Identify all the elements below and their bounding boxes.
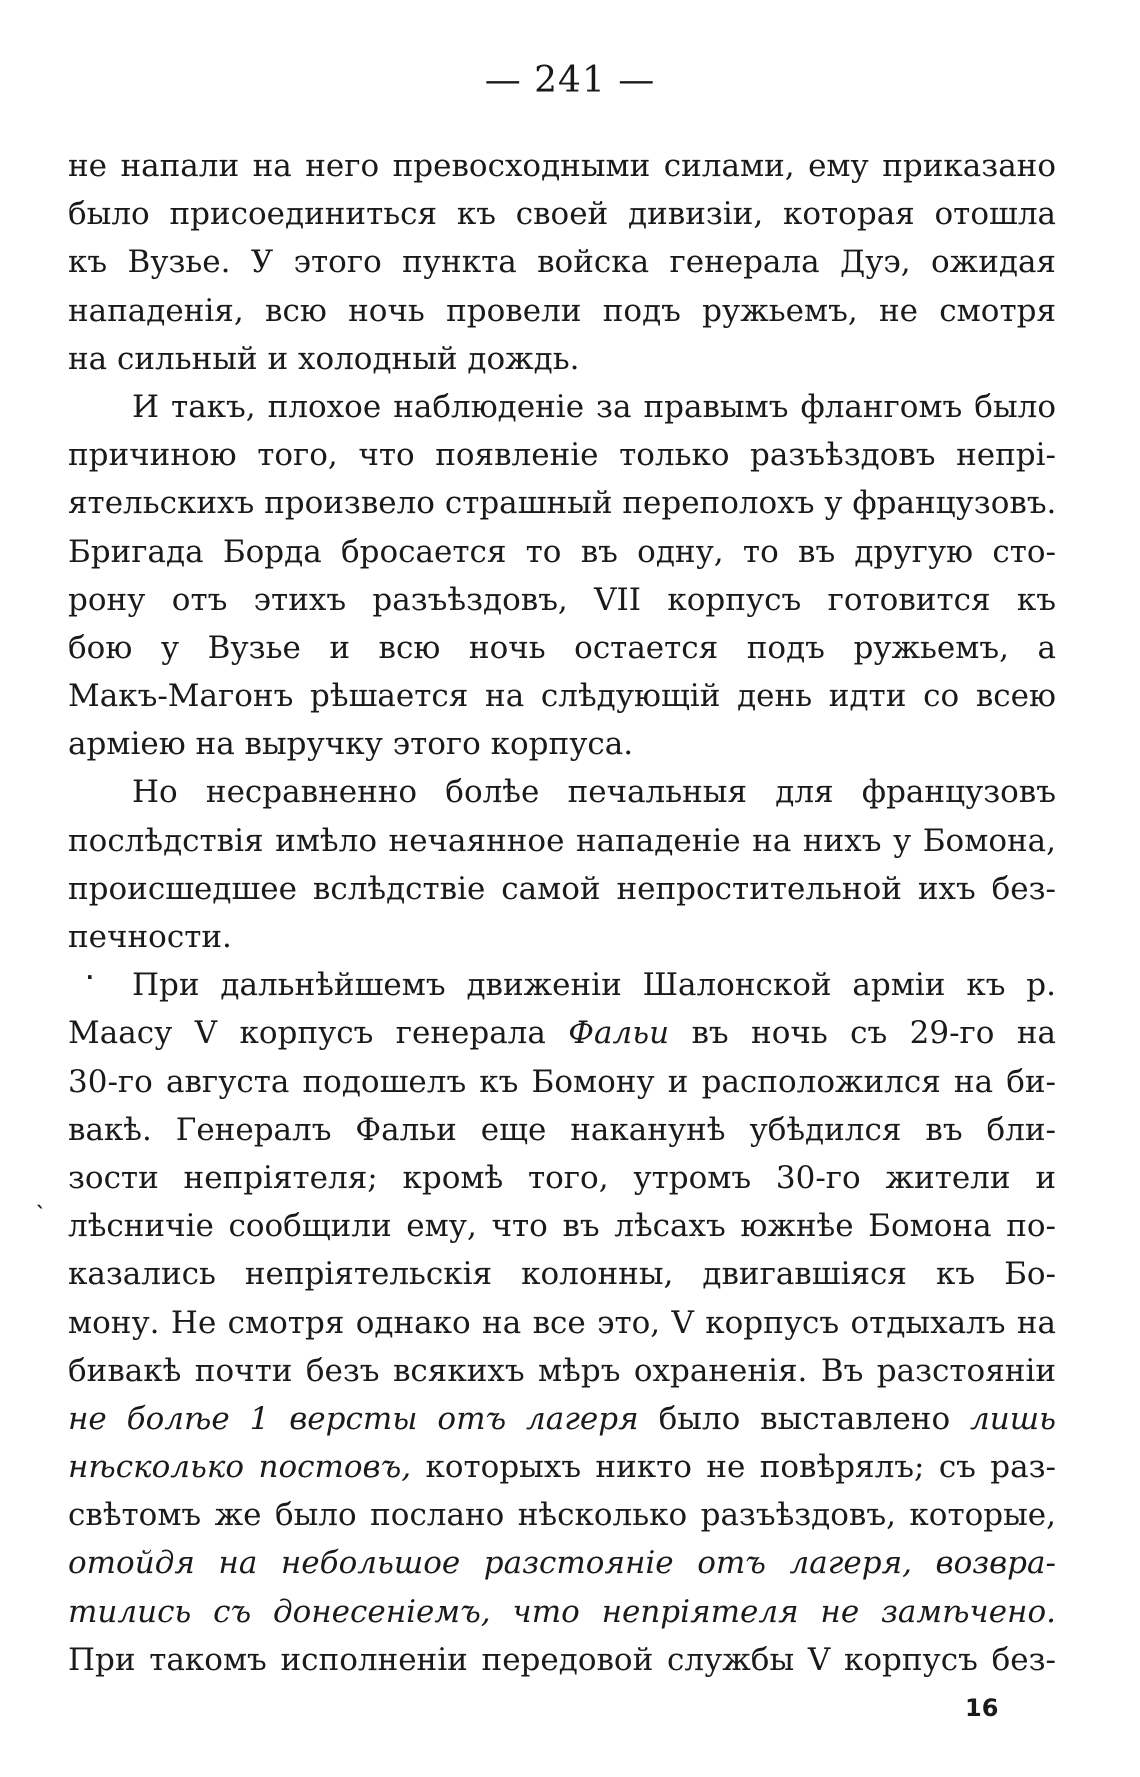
- text-line: Макъ-Магонъ рѣшается на слѣдующій день идти со всею: [68, 678, 1056, 715]
- italic-phrase: нѣсколько постовъ,: [68, 1449, 412, 1486]
- text-line: отойдя на небольшое разстояніе отъ лагеря, возвра-: [68, 1545, 1056, 1582]
- italic-phrase: лишь: [970, 1400, 1056, 1437]
- text-line: лѣсничіе сообщили ему, что въ лѣсахъ южнѣе Бомона по-: [68, 1208, 1056, 1245]
- text-run: въ ночь съ 29-го на: [669, 1015, 1056, 1052]
- stray-mark: ˋ: [36, 1202, 46, 1226]
- text-line: При дальнѣйшемъ движеніи Шалонской арміи къ р.: [132, 967, 1056, 1004]
- text-run: Маасу V корпусъ генерала: [68, 1015, 569, 1052]
- text-line: бивакѣ почти безъ всякихъ мѣръ охраненія. Въ разстояніи: [68, 1352, 1056, 1389]
- text-line: печности.: [68, 919, 232, 955]
- signature-mark: 16: [965, 1694, 999, 1722]
- text-line: Но несравненно болѣе печальныя для французовъ: [132, 774, 1056, 811]
- text-line: рону отъ этихъ разъѣздовъ, VII корпусъ готовится къ: [68, 581, 1056, 618]
- text-line: [68, 1395, 1056, 1443]
- page-number: — 241 —: [484, 60, 656, 101]
- text-line: вакѣ. Генералъ Фальи еще наканунѣ убѣдился въ бли-: [68, 1111, 1056, 1148]
- text-line: 30-го августа подошелъ къ Бомону и расположился на би-: [68, 1063, 1056, 1100]
- text-line: нападенія, всю ночь провели подъ ружьемъ, не смотря: [68, 292, 1056, 329]
- text-line: причиною того, что появленіе только разъѣздовъ непрі-: [68, 437, 1056, 474]
- text-line: къ Вузье. У этого пункта войска генерала Дуэ, ожидая: [68, 244, 1056, 281]
- text-line: Бригада Борда бросается то въ одну, то въ другую сто-: [68, 533, 1056, 570]
- text-run: было выставлено: [638, 1400, 971, 1437]
- text-line: [68, 1443, 1056, 1491]
- text-line: на сильный и холодный дождь.: [68, 340, 580, 377]
- text-line: было присоединиться къ своей дивизіи, которая отошла: [68, 196, 1056, 233]
- text-line: казались непріятельскія колонны, двигавшіяся къ Бо-: [68, 1256, 1056, 1293]
- text-line: тились съ донесеніемъ, что непріятеля не замѣчено.: [68, 1593, 1056, 1630]
- text-line: При такомъ исполненіи передовой службы V корпусъ без-: [68, 1641, 1056, 1678]
- text-line: И такъ, плохое наблюденіе за правымъ флангомъ было: [132, 388, 1056, 425]
- text-line: бою у Вузье и всю ночь остается подъ ружьемъ, а: [68, 629, 1056, 666]
- italic-name: Фальи: [568, 1015, 670, 1052]
- text-line: послѣдствія имѣло нечаянное нападеніе на нихъ у Бомона,: [68, 822, 1056, 859]
- text-line: свѣтомъ же было послано нѣсколько разъѣздовъ, которые,: [68, 1497, 1056, 1534]
- text-line: не напали на него превосходными силами, ему приказано: [68, 148, 1056, 184]
- text-line: мону. Не смотря однако на все это, V корпусъ отдыхалъ на: [68, 1304, 1056, 1341]
- stray-mark: ·: [86, 965, 94, 989]
- text-line: ятельскихъ произвело страшный переполохъ у французовъ.: [68, 485, 1057, 522]
- text-run: которыхъ никто не повѣрялъ; съ раз-: [411, 1449, 1056, 1486]
- text-line: арміею на выручку этого корпуса.: [68, 726, 634, 763]
- text-line: [68, 1009, 1056, 1057]
- body-text: [68, 142, 1056, 1684]
- text-line: происшедшее вслѣдствіе самой непростительной ихъ без-: [68, 870, 1056, 907]
- italic-phrase: не болѣе 1 версты отъ лагеря: [68, 1400, 639, 1437]
- text-line: зости непріятеля; кромѣ того, утромъ 30-го жители и: [68, 1159, 1056, 1196]
